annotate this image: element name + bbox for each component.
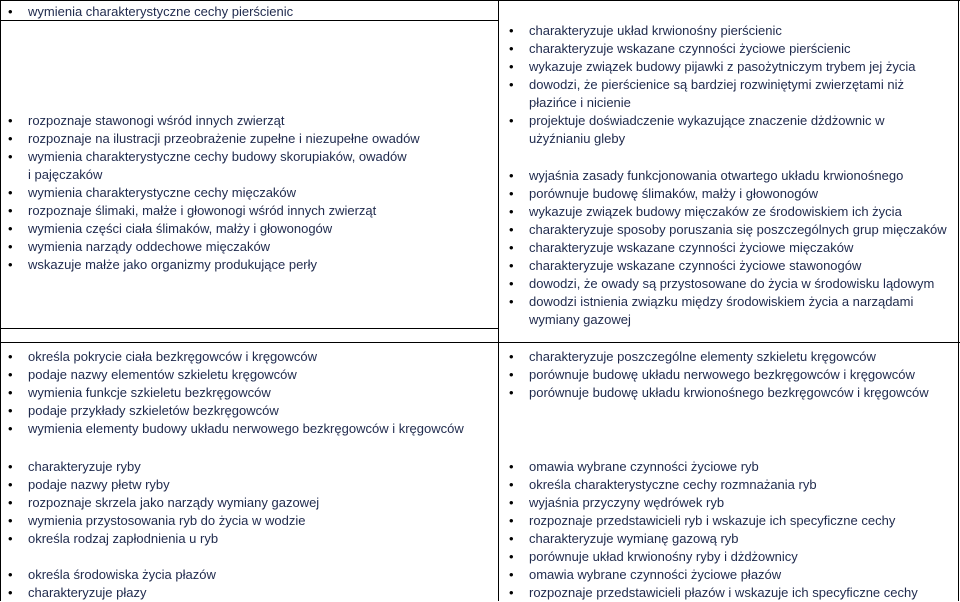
list-item-text: podaje przykłady szkieletów bezkręgowców	[28, 403, 279, 418]
list-item-text: podaje nazwy płetw ryby	[28, 477, 170, 492]
list-item-text: podaje nazwy elementów szkieletu kręgowców	[28, 367, 297, 382]
bullet-icon: •	[8, 367, 13, 382]
list-item-text: charakteryzuje układ krwionośny pierścienic	[529, 23, 782, 38]
bullet-icon: •	[8, 257, 13, 272]
list-item-text: wykazuje związek budowy pijawki z pasożytniczym trybem jej życia	[529, 59, 916, 74]
list-item-text: porównuje budowę układu krwionośnego bezkręgowców i kręgowców	[529, 385, 929, 400]
bullet-icon: •	[509, 459, 514, 474]
bullet-icon: •	[509, 222, 514, 237]
list-item-text: określa charakterystyczne cechy rozmnażania ryb	[529, 477, 817, 492]
bullet-icon: •	[8, 349, 13, 364]
list-item-text: wymienia części ciała ślimaków, małży i głowonogów	[28, 221, 333, 236]
right-column	[499, 0, 959, 601]
bullet-icon: •	[8, 403, 13, 418]
list-item-text: wymienia charakterystyczne cechy mięczaków	[28, 185, 297, 200]
bullet-icon: •	[8, 477, 13, 492]
list-item-text: charakteryzuje poszczególne elementy szkieletu kręgowców	[529, 349, 876, 364]
list-item-text: charakteryzuje wskazane czynności życiowe mięczaków	[529, 240, 854, 255]
list-item-text: charakteryzuje wskazane czynności życiowe pierścienic	[529, 41, 851, 56]
list-item-text: rozpoznaje stawonogi wśród innych zwierząt	[28, 113, 285, 128]
bullet-icon: •	[509, 168, 514, 183]
bullet-icon: •	[509, 585, 514, 600]
bullet-icon: •	[509, 367, 514, 382]
bullet-icon: •	[509, 531, 514, 546]
list-item-text: płazińce i nicienie	[529, 95, 631, 110]
list-item-text: porównuje układ krwionośny ryby i dżdżownicy	[529, 549, 798, 564]
bullet-icon: •	[8, 221, 13, 236]
list-item-text: omawia wybrane czynności życiowe płazów	[529, 567, 782, 582]
list-item-text: określa pokrycie ciała bezkręgowców i kręgowców	[28, 349, 318, 364]
list-item-text: rozpoznaje przedstawicieli ryb i wskazuje ich specyficzne cechy	[529, 513, 896, 528]
list-item-text: rozpoznaje przedstawicieli płazów i wskazuje ich specyficzne cechy	[529, 585, 918, 600]
list-item-text: rozpoznaje na ilustracji przeobrażenie zupełne i niezupełne owadów	[28, 131, 420, 146]
bullet-icon: •	[509, 294, 514, 309]
bullet-icon: •	[509, 186, 514, 201]
bullet-icon: •	[8, 239, 13, 254]
bullet-icon: •	[8, 513, 13, 528]
list-item-text: dowodzi istnienia związku między środowiskiem życia a narządami	[529, 294, 914, 309]
list-item-text: i pajęczaków	[28, 167, 103, 182]
list-item-text: projektuje doświadczenie wykazujące znaczenie dżdżownic w	[529, 113, 885, 128]
list-item-text: charakteryzuje wymianę gazową ryb	[529, 531, 739, 546]
list-item-text: charakteryzuje wskazane czynności życiowe stawonogów	[529, 258, 862, 273]
list-item-text: wymienia charakterystyczne cechy budowy skorupiaków, owadów	[28, 149, 407, 164]
list-item-text: wymiany gazowej	[529, 312, 631, 327]
bullet-icon: •	[509, 258, 514, 273]
list-item-text: wyjaśnia zasady funkcjonowania otwartego układu krwionośnego	[529, 168, 904, 183]
list-item-text: wymienia funkcje szkieletu bezkręgowców	[28, 385, 271, 400]
bullet-icon: •	[509, 513, 514, 528]
bullet-icon: •	[509, 349, 514, 364]
list-item-text: określa rodzaj zapłodnienia u ryb	[28, 531, 219, 546]
bullet-icon: •	[8, 459, 13, 474]
bullet-icon: •	[509, 204, 514, 219]
list-item-text: wykazuje związek budowy mięczaków ze środowiskiem ich życia	[529, 204, 902, 219]
list-item-text: omawia wybrane czynności życiowe ryb	[529, 459, 759, 474]
bullet-icon: •	[509, 567, 514, 582]
bullet-icon: •	[8, 567, 13, 582]
bullet-icon: •	[509, 23, 514, 38]
list-item-text: dowodzi, że pierścienice są bardziej rozwiniętymi zwierzętami niż	[529, 77, 904, 92]
list-item-text: wymienia elementy budowy układu nerwowego bezkręgowców i kręgowców	[28, 421, 464, 436]
bullet-icon: •	[8, 203, 13, 218]
bullet-icon: •	[509, 77, 514, 92]
list-item-text: porównuje budowę ślimaków, małży i głowonogów	[529, 186, 819, 201]
list-item-text: dowodzi, że owady są przystosowane do życia w środowisku lądowym	[529, 276, 935, 291]
bullet-icon: •	[509, 495, 514, 510]
bullet-icon: •	[8, 131, 13, 146]
bullet-icon: •	[8, 585, 13, 600]
list-item-text: określa środowiska życia płazów	[28, 567, 216, 582]
list-item-text: wskazuje małże jako organizmy produkujące perły	[28, 257, 318, 272]
bullet-icon: •	[8, 531, 13, 546]
bullet-icon: •	[8, 185, 13, 200]
bullet-icon: •	[509, 385, 514, 400]
bullet-icon: •	[8, 4, 13, 19]
list-item-text: rozpoznaje ślimaki, małże i głowonogi wśród innych zwierząt	[28, 203, 377, 218]
list-item-text: charakteryzuje płazy	[28, 585, 147, 600]
bullet-icon: •	[509, 477, 514, 492]
bullet-icon: •	[509, 549, 514, 564]
list-item-text: użyźnianiu gleby	[529, 131, 626, 146]
bullet-icon: •	[509, 240, 514, 255]
list-item-text: charakteryzuje sposoby poruszania się poszczególnych grup mięczaków	[529, 222, 947, 237]
list-item-text: wymienia przystosowania ryb do życia w wodzie	[28, 513, 306, 528]
bullet-icon: •	[8, 149, 13, 164]
bullet-icon: •	[509, 41, 514, 56]
bullet-icon: •	[8, 495, 13, 510]
list-item-text: porównuje budowę układu nerwowego bezkręgowców i kręgowców	[529, 367, 915, 382]
bullet-icon: •	[8, 421, 13, 436]
bullet-icon: •	[8, 113, 13, 128]
list-item-text: wymienia narządy oddechowe mięczaków	[28, 239, 271, 254]
bullet-icon: •	[509, 113, 514, 128]
list-item-text: charakteryzuje ryby	[28, 459, 141, 474]
bullet-icon: •	[509, 59, 514, 74]
list-item-text: rozpoznaje skrzela jako narządy wymiany gazowej	[28, 495, 320, 510]
list-item-text: wymienia charakterystyczne cechy pierścienic	[28, 4, 294, 19]
bullet-icon: •	[8, 385, 13, 400]
bullet-icon: •	[509, 276, 514, 291]
list-item-text: wyjaśnia przyczyny wędrówek ryb	[529, 495, 725, 510]
